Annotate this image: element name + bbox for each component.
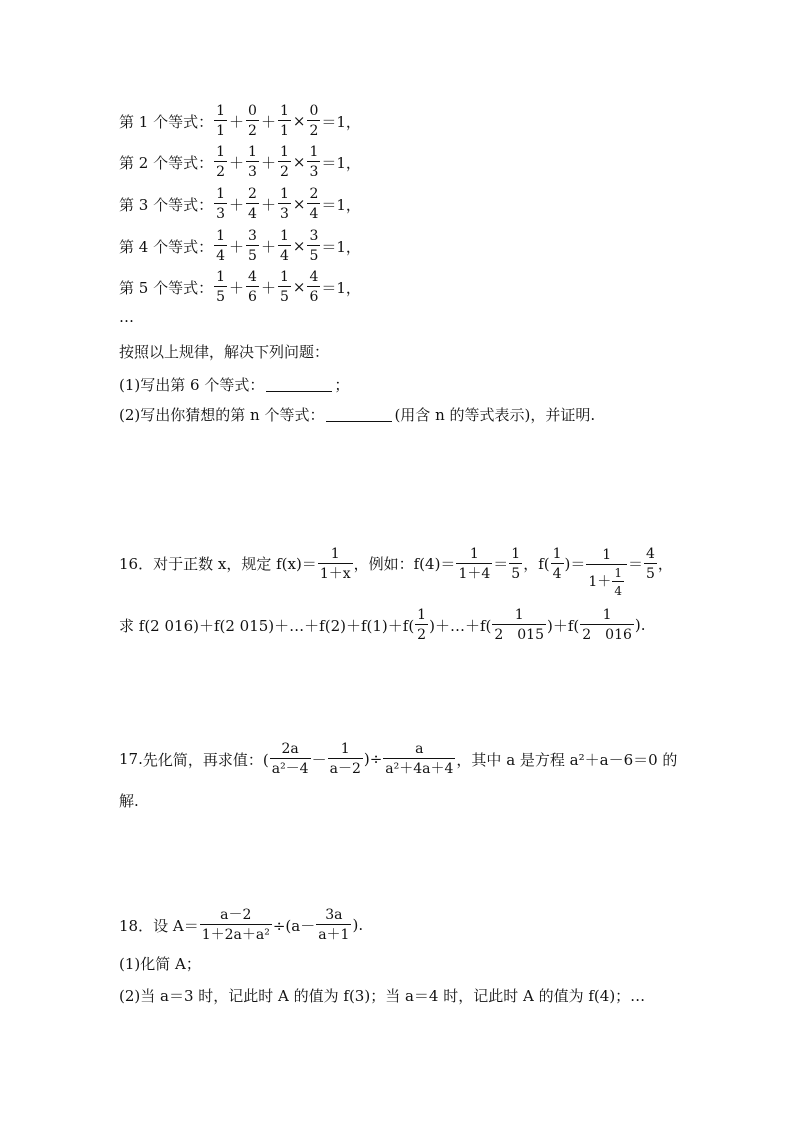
q17-label: 17. — [119, 750, 143, 768]
denominator: 2 — [246, 120, 259, 138]
fraction — [214, 229, 227, 263]
q16-half-fraction — [415, 608, 428, 642]
fraction — [246, 229, 259, 263]
fraction — [278, 270, 291, 304]
q18-fraction-a — [200, 908, 272, 942]
answer-blank-2[interactable] — [326, 407, 392, 422]
denominator: 1＋2a＋a² — [200, 924, 272, 942]
numerator: 1 — [279, 103, 289, 119]
q16-end: ， — [657, 555, 673, 573]
q18-part2 — [119, 985, 645, 1006]
plus-sign: ＋ — [229, 278, 245, 297]
denominator: 4 — [551, 563, 564, 581]
denominator: 5 — [307, 245, 320, 263]
q16-ex2-result — [644, 547, 657, 581]
q16-line2-a: 求 f(2 016)＋f(2 015)＋…＋f(2)＋f(1)＋f( — [119, 616, 415, 635]
denominator: 1 — [278, 120, 291, 138]
q15-part2 — [119, 404, 595, 425]
numerator: 3 — [309, 228, 319, 244]
denominator: 6 — [307, 286, 320, 304]
fraction — [214, 187, 227, 221]
q16-text1: 对于正数 x，规定 f(x)＝ — [153, 555, 317, 573]
numerator: 1 — [216, 228, 226, 244]
plus-sign: ＋ — [260, 278, 276, 297]
q17-term1 — [270, 742, 311, 776]
denominator: 4 — [612, 581, 624, 597]
q16-line2 — [119, 608, 646, 642]
q18-label: 18． — [119, 916, 154, 935]
numerator: 1 — [309, 144, 319, 160]
q18-part2-text: (2)当 a＝3 时，记此时 A 的值为 f(3)；当 a＝4 时，记此时 A 的值为 f(4)；… — [119, 987, 646, 1005]
denominator: 2 016 — [580, 624, 634, 642]
q15-part2-suffix: (用含 n 的等式表示)，并证明. — [394, 406, 596, 424]
q18-part1 — [119, 953, 201, 974]
numerator: 1 — [552, 545, 562, 562]
q18-text2: ÷(a－ — [272, 916, 316, 935]
equation-label: 第 5 个等式： — [119, 278, 214, 297]
numerator: 1 — [602, 607, 612, 623]
inner-fraction — [612, 567, 624, 597]
q16-text4: )＝ — [564, 555, 586, 573]
q16-ex1-fraction — [456, 547, 492, 581]
equation-rhs: ＝1， — [321, 112, 361, 131]
denominator: 3 — [214, 203, 227, 221]
equation-line — [119, 229, 361, 263]
q16-f2015-fraction — [492, 608, 546, 642]
numerator: a－2 — [220, 907, 252, 923]
denominator: 5 — [278, 286, 291, 304]
q16-line2-b: )＋…＋f( — [429, 616, 492, 635]
equation-rhs: ＝1， — [321, 237, 361, 256]
fraction — [214, 104, 227, 138]
q15-part1 — [119, 374, 349, 395]
divide-sign: )÷ — [363, 750, 383, 768]
q15-intro — [119, 341, 329, 362]
q15-intro-text: 按照以上规律，解决下列问题： — [119, 343, 330, 361]
numerator: 1 — [511, 545, 521, 562]
denominator: 1＋x — [318, 563, 353, 581]
numerator: 1 — [279, 269, 289, 285]
equation-label: 第 3 个等式： — [119, 195, 214, 214]
fraction — [214, 145, 227, 179]
denominator: a－2 — [328, 758, 363, 776]
q17-text2: ，其中 a 是方程 a²＋a－6＝0 的 — [456, 750, 678, 769]
numerator: 2 — [248, 186, 257, 202]
numerator: a — [415, 741, 424, 757]
equation-line — [119, 104, 361, 138]
q18-text1: 设 A＝ — [153, 916, 199, 935]
fraction — [278, 229, 291, 263]
times-sign: × — [292, 112, 306, 130]
denominator: 5 — [644, 563, 657, 581]
numerator: 1 — [417, 607, 427, 623]
fraction — [246, 104, 259, 138]
numerator: 1 — [216, 144, 226, 160]
fraction — [307, 270, 320, 304]
fraction — [214, 270, 227, 304]
numerator: 3 — [248, 228, 257, 244]
equation-rhs: ＝1， — [321, 278, 361, 297]
q16-ex2-fraction — [586, 548, 627, 597]
q16-line2-d: ). — [634, 616, 646, 634]
numerator: 2a — [281, 741, 299, 757]
numerator: 1 — [216, 186, 226, 202]
times-sign: × — [292, 195, 306, 213]
denominator: a²－4 — [270, 758, 311, 776]
fraction — [246, 145, 259, 179]
denominator-prefix: 1＋ — [588, 574, 612, 590]
numerator: 1 — [514, 607, 524, 623]
denominator: 3 — [246, 161, 259, 179]
numerator: 1 — [469, 545, 479, 562]
numerator: 1 — [614, 566, 622, 580]
nested-denominator — [586, 564, 627, 597]
denominator: 1 — [214, 120, 227, 138]
fraction — [278, 187, 291, 221]
equation-label: 第 4 个等式： — [119, 237, 214, 256]
equation-label: 第 2 个等式： — [119, 153, 214, 172]
numerator: 1 — [279, 144, 289, 160]
q16-line1 — [119, 530, 673, 597]
times-sign: × — [292, 237, 306, 255]
q16-ex1-result — [509, 547, 522, 581]
fraction — [278, 145, 291, 179]
q17-text1: 先化简，再求值：( — [142, 750, 269, 769]
fraction — [307, 229, 320, 263]
equals-sign: ＝ — [627, 555, 643, 573]
plus-sign: ＋ — [229, 195, 245, 214]
numerator: 1 — [279, 186, 289, 202]
denominator: 4 — [214, 245, 227, 263]
numerator: 4 — [309, 269, 319, 285]
denominator: 5 — [214, 286, 227, 304]
denominator: 3 — [278, 203, 291, 221]
plus-sign: ＋ — [229, 112, 245, 131]
denominator: a²＋4a＋4 — [383, 758, 455, 776]
fraction — [307, 104, 320, 138]
q16-def-fraction — [318, 547, 353, 581]
fraction — [246, 270, 259, 304]
q18-line1 — [119, 908, 363, 942]
plus-sign: ＋ — [229, 237, 245, 256]
answer-blank-1[interactable] — [266, 377, 332, 392]
q16-f2016-fraction — [580, 608, 634, 642]
plus-sign: ＋ — [260, 153, 276, 172]
ellipsis-text: … — [119, 308, 134, 326]
numerator: 1 — [340, 741, 350, 757]
times-sign: × — [292, 278, 306, 296]
numerator: 1 — [602, 547, 612, 563]
denominator: 2 015 — [492, 624, 546, 642]
numerator: 4 — [248, 269, 257, 285]
minus-sign: － — [311, 750, 327, 769]
q17-term3 — [383, 742, 455, 776]
q16-label: 16． — [119, 555, 154, 573]
denominator: 5 — [509, 563, 522, 581]
numerator: 2 — [309, 186, 319, 202]
q16-text2: ，例如：f(4)＝ — [353, 555, 456, 573]
q15-part1-suffix: ； — [334, 376, 350, 394]
fraction — [246, 187, 259, 221]
denominator: a＋1 — [316, 924, 351, 942]
plus-sign: ＋ — [260, 237, 276, 256]
denominator: 1＋4 — [456, 563, 492, 581]
q16-arg-fraction — [551, 547, 564, 581]
plus-sign: ＋ — [229, 153, 245, 172]
denominator: 4 — [307, 203, 320, 221]
q17-line2-text: 解. — [119, 792, 139, 810]
denominator: 4 — [278, 245, 291, 263]
q18-part1-text: (1)化简 A； — [119, 955, 201, 973]
denominator: 2 — [415, 624, 428, 642]
plus-sign: ＋ — [260, 112, 276, 131]
denominator: 4 — [246, 203, 259, 221]
q17-line2 — [119, 790, 139, 811]
numerator: 0 — [248, 103, 257, 119]
numerator: 1 — [216, 103, 226, 119]
numerator: 0 — [309, 103, 319, 119]
plus-sign: ＋ — [260, 195, 276, 214]
equation-label: 第 1 个等式： — [119, 112, 214, 131]
denominator: 2 — [307, 120, 320, 138]
equation-line — [119, 145, 361, 179]
denominator: 6 — [246, 286, 259, 304]
fraction — [307, 187, 320, 221]
q15-part2-text: (2)写出你猜想的第 n 个等式： — [119, 406, 325, 424]
numerator: 1 — [330, 545, 340, 562]
q16-line2-c: )＋f( — [547, 616, 580, 635]
q17-term2 — [328, 742, 363, 776]
denominator: 3 — [307, 161, 320, 179]
equation-line — [119, 270, 361, 304]
numerator: 1 — [279, 228, 289, 244]
fraction — [307, 145, 320, 179]
q18-text3: ). — [352, 916, 364, 934]
numerator: 1 — [248, 144, 257, 160]
numerator: 3a — [325, 907, 343, 923]
q16-text3: ，f( — [523, 555, 550, 573]
equation-rhs: ＝1， — [321, 195, 361, 214]
ellipsis — [119, 308, 134, 326]
fraction — [278, 104, 291, 138]
numerator: 4 — [645, 545, 655, 562]
denominator: 2 — [278, 161, 291, 179]
times-sign: × — [292, 153, 306, 171]
q17-line1 — [119, 742, 677, 776]
equals-sign: ＝ — [493, 555, 509, 573]
denominator: 2 — [214, 161, 227, 179]
q15-part1-text: (1)写出第 6 个等式： — [119, 376, 265, 394]
equation-line — [119, 187, 361, 221]
q18-fraction-b — [316, 908, 351, 942]
denominator: 5 — [246, 245, 259, 263]
equation-rhs: ＝1， — [321, 153, 361, 172]
numerator: 1 — [216, 269, 226, 285]
